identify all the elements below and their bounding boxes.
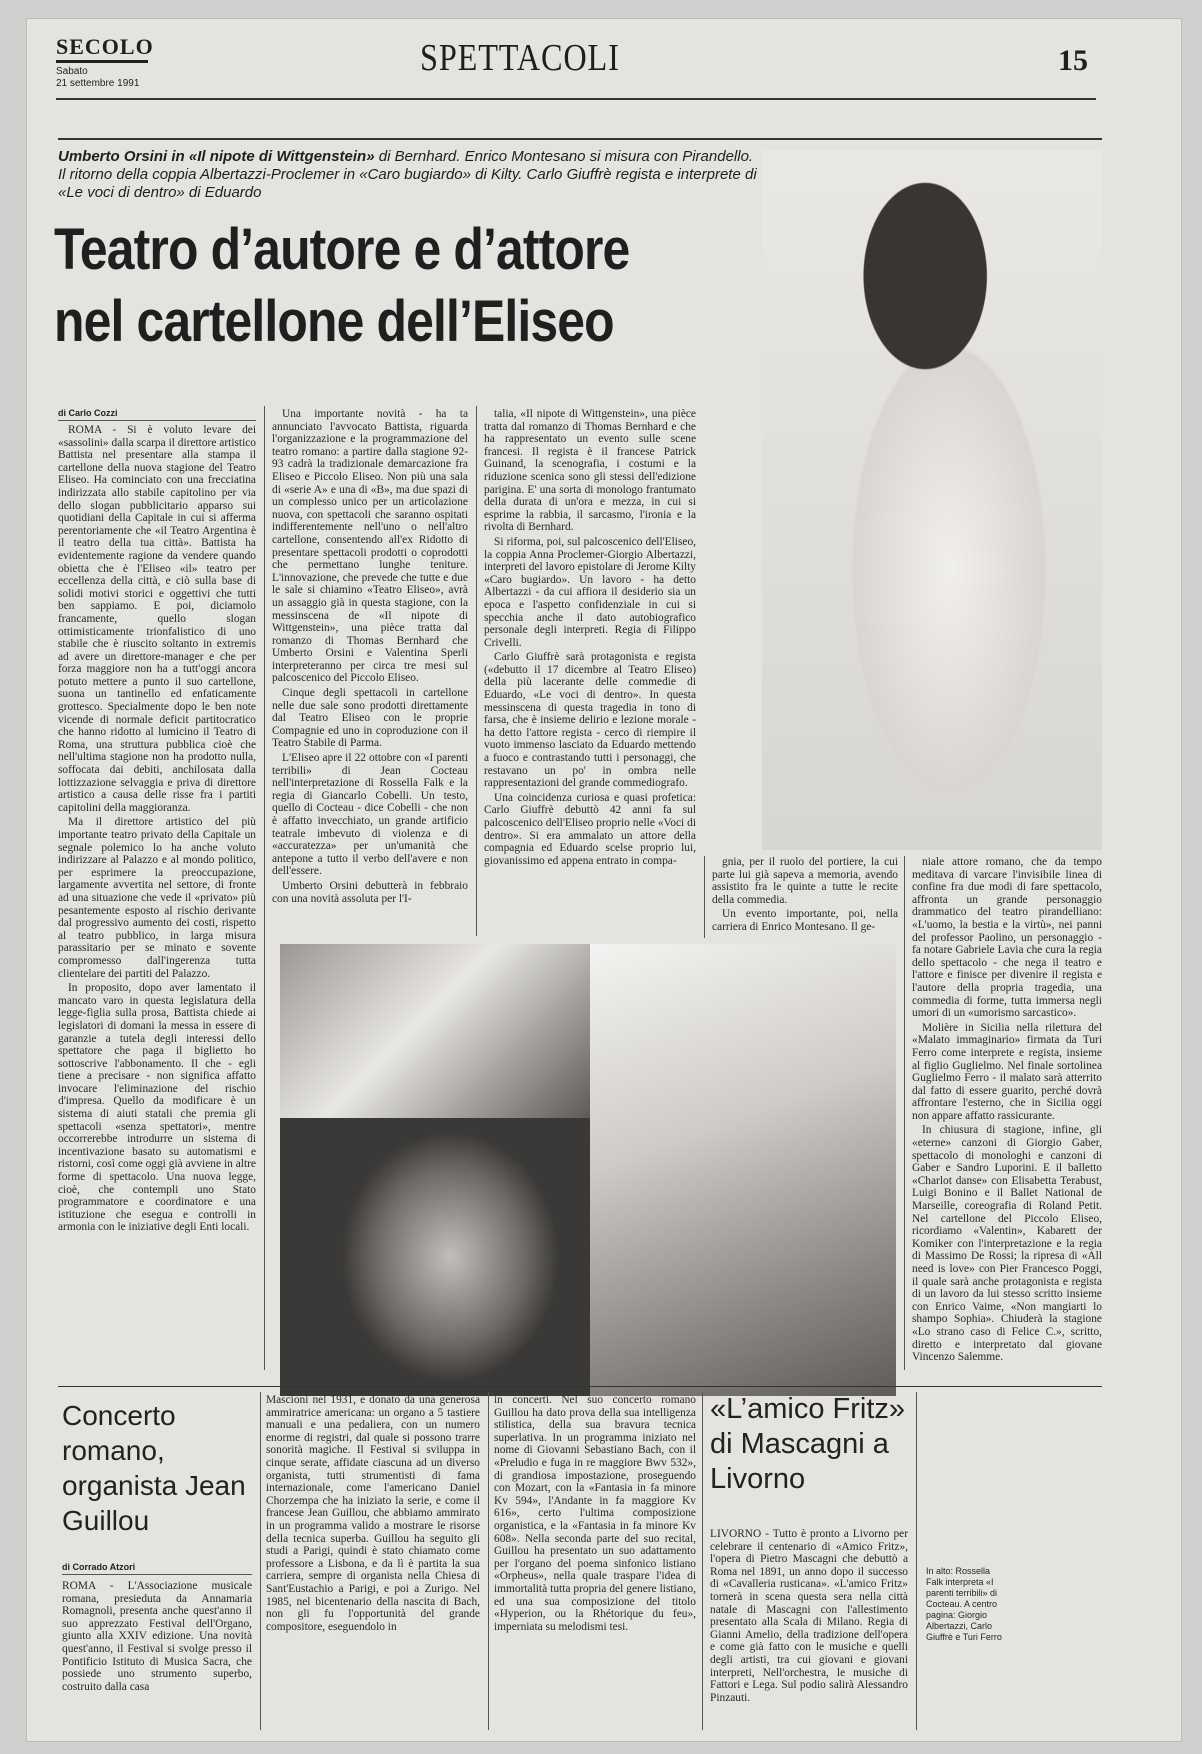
byline-rule (62, 1574, 252, 1575)
article-column-5 (912, 856, 1102, 1370)
paragraph: Ma il direttore artistico del più importante teatro privato della Capitale un segnale polemico lo ha anche voluto indirizzare al Palazzo e al mondo politico, per esprimere la preoccupazione, largamente avvertita nel settore, di fronte ad una situazione che vede il «privato» più pesantemente esposto al rischio derivante dal progressivo aumento dei costi, rispetto al teatro pubblico, in larga misura parassitario per se minato e sovente compromesso dall'ingerenza tutta clientelare dei partiti del Palazzo. (58, 816, 256, 980)
issue-day: Sabato (56, 66, 88, 77)
paragraph: Si riforma, poi, sul palcoscenico dell'Eliseo, la coppia Anna Proclemer-Giorgio Albertazzi, interpreti del lavoro epistolare di Jerome Kilty «Caro bugiardo». Un lavoro - ha detto Albertazzi - da cui affiora il desiderio sia un epoca e l'aspetto confidenziale in cui si specchia anche il dato autobiografico personale degli interpreti. Regia di Filippo Crivelli. (484, 535, 696, 649)
logo-rule (56, 60, 148, 63)
kicker-text: di Bernhard. Enrico Montesano si misura con Pirandello. Il ritorno della coppia Albertazzi-Proclemer in «Caro bugiardo» di Kilty. Carlo Giuffrè regista e interprete di «Le voci di dentro» di Eduardo (58, 148, 757, 201)
fritz-headline: «L’amico Fritz» di Mascagni a Livorno (710, 1393, 906, 1495)
headline-line-1: Teatro d’autore e d’attore (54, 217, 630, 282)
fritz-column: LIVORNO - Tutto è pronto a Livorno per celebrare il centenario di «Amico Fritz», l'opera di Pietro Mascagni che debuttò a Roma nel 1891, un anno dopo il successo di «Cavalleria rusticana». «L'amico Fritz» tornerà in scena questa sera nella città natale di Mascagni con l'allestimento presentato alla Scala di Milano. Regia di Gianni Amelio, della tradizione dell'opera e come già fatto con le musiche e quelli degli artisti, tra cui giovani e giovani interpreti, Nell'orchestra, le musiche di Fattori e Lega. Sul podio salirà Alessandro Pinzauti. (710, 1528, 908, 1704)
paragraph: Una coincidenza curiosa e quasi profetica: Carlo Giuffrè debuttò 42 anni fa sul palcoscenico dell'Eliseo proprio nelle «Voci di dentro». Si era ammalato un attore della compagnia ed Eduardo scelse proprio lui, giovanissimo ed appena entrato in compa- (484, 791, 696, 867)
photo-turi-ferro (590, 944, 896, 1396)
concert-column-3: in concerti. Nel suo concerto romano Guillou ha dato prova della sua intelligenza stilistica, della sua bravura tecnica superlativa. In un programma iniziato nel nome di Giovanni Sebastiano Bach, con il «Preludio e fuga in re maggiore Bwv 532», di grandiosa impostazione, proseguendo con Mozart, con la «Fantasia in fa minore Kv 594», l'Andante in fa maggiore Kv 616», certo l'ultima composizione organistica, e la «Fantasia in fa minore Kv 608». Nella seconda parte del suo recital, Guillou ha presentato un suo adattamento per l'organo del poema sinfonico listiano «Orpheus», nella quale traspare l'idea di immortalità tutta propria del genere listiano, ed una sua composizione del titolo «Hyperion, ou la Rhétorique du feu», imperniata su melodismi tesi. (494, 1394, 696, 1633)
column-rule (488, 1392, 489, 1730)
paragraph: Una importante novità - ha ta annunciato l'avvocato Battista, riguarda l'organizzazione e la programmazione del teatro romano: a partire dalla stagione 92-93 cadrà la tradizionale demarcazione fra Eliseo e Piccolo Eliseo. Non più una sala di «serie A» e una di «B», ma due spazi di un complesso unico per un articolazione nuova, con spettacoli che saranno ospitati indifferentemente nell'uno o nell'altro cartellone, consentendo all'ex Ridotto di presentare spettacoli prodotti o coprodotti che permettano lunghe teniture. L'innovazione, che prevede che tutte e due le sale si chiamino «Teatro Eliseo», avrà un assaggio già in questa stagione, con la messinscena de «Il nipote di Wittgenstein», una pièce tratta dal romanzo di Thomas Bernhard che Umberto Orsini e Valentina Sperli interpreteranno per circa tre mesi sul palcoscenico del Piccolo Eliseo. (272, 408, 468, 685)
paragraph: ROMA - Si è voluto levare dei «sassolini» dalla scarpa il direttore artistico Battista nel presentare alla stampa il cartellone della nuova stagione del Teatro Eliseo. Ha cominciato con una frecciatina indirizzata allo stabile capitolino per via dello slogan pubblicitario apparso sui quotidiani della Capitale in cui si afferma perentoriamente che «il Teatro Argentina è il teatro della tua città». Battista ha evidentemente ragione da vendere quando obietta che è l'Eliseo «il» teatro per eccellenza della città, e ciò sulla base di solidi motivi storici e oggettivi che tutti ben sappiamo. E poi, diciamolo francamente, quello slogan ottimisticamente trionfalistico di uno stabile che è riuscito soltanto in extremis ad avere un direttore-manager e che per forza maggiore non ha a tutt'oggi ancora potuto mettere a punto il suo cartellone, suona un tantinello ed enfaticamente grottesco. Specialmente dopo le ben note vicende di normale deficit partitocratico che hanno ridotto al lumicino il Teatro di Roma, una struttura pubblica cioè che nell'ultima stagione non ha prodotto nulla, soffocata dai debiti, anchilosata dalla lottizzazione selvaggia e priva di direttore artistico a causa delle risse fra i partiti capitolini della maggioranza. (58, 424, 256, 814)
byline-rule (58, 420, 256, 421)
section-divider (58, 1386, 1102, 1387)
photo-caption: In alto: Rossella Falk interpreta «I parenti terribili» di Cocteau. A centro pagina: Giorgio Albertazzi, Carlo Giuffrè e Turi Ferro (926, 1566, 1002, 1642)
column-rule (260, 1392, 261, 1730)
paragraph: In proposito, dopo aver lamentato il mancato varo in questa legislatura della legge-figlia sulla prosa, Battista chiede ai legislatori di domani la messa in essere di garanzie a tutela degli interessi dello spettatore che paga il biglietto ho sottoscrive l'abbonamento. Il che - egli tiene a precisare - non significa affatto invocare l'eliminazione del rischio d'impresa. Quello da modificare è un sistema di aiuti statali che premia gli spettacoli «senza spettatori», mentre occorrerebbe introdurre un sistema di incentivazione basato su automatismi e ristorni, così come oggi già avviene in altre forme di spettacolo. Una nuova legge, cioè, che contempli uno Stato programmatore e coordinatore e una istituzione che esegua e controlli in armonia con le iniziative degli Enti locali. (58, 982, 256, 1234)
headline-line-2: nel cartellone dell’Eliseo (54, 289, 614, 354)
issue-full-date: 21 settembre 1991 (56, 78, 140, 89)
paragraph: talia, «Il nipote di Wittgenstein», una pièce tratta dal romanzo di Thomas Bernhard e che ha rappresentato un evento sulle scene francesi. Il regista è il francese Patrick Guinand, la scenografia, i costumi e la riduzione scenica sono gli stessi dell'edizione parigina. E' una sorta di monologo frantumato della durata di un'ora e mezza, in cui si esprime la rabbia, il sarcasmo, l'ironia e la rivolta di Bernhard. (484, 408, 696, 534)
paragraph: Cinque degli spettacoli in cartellone nelle due sale sono prodotti direttamente dal Teatro Eliseo con le proprie Compagnie ed uno in coproduzione con il Teatro Stabile di Parma. (272, 687, 468, 750)
column-rule (704, 856, 705, 938)
paragraph: niale attore romano, che da tempo meditava di varcare l'invisibile linea di confine fra due modi di fare spettacolo, affronta un grande personaggio drammatico del teatro pirandelliano: «L'uomo, la bestia e la virtù», nei panni del professor Paolino, un personaggio - fa notare Gabriele Lavia che cura la regia dello spettacolo - che nega il teatro e l'attore e finisce per divenire il regista e l'autore della propria tragedia, una commedia di forme, tutta immersa negli umori di un «umorismo sarcastico». (912, 856, 1102, 1020)
paragraph: L'Eliseo apre il 22 ottobre con «I parenti terribili» di Jean Cocteau nell'interpretazione di Rossella Falk e la regia di Giancarlo Cobelli. Un testo, quello di Cocteau - dice Cobelli - che non è affatto invecchiato, un grande artificio teatrale imbevuto di violenza e di «accuratezza» per un'umanità che antepone a tutto il verbo dell'avere e non dell'essere. (272, 752, 468, 878)
paragraph: gnia, per il ruolo del portiere, la cui parte lui già sapeva a memoria, avendo assistito fra le quinte a tutte le recite della commedia. (712, 856, 898, 906)
article-column-3 (484, 408, 696, 938)
paragraph: Molière in Sicilia nella rilettura del «Malato immaginario» firmata da Turi Ferro come interprete e regista, insieme al figlio Guglielmo. Nel finale sortolinea Guglielmo Ferro - il malato sarà atterrito dal fatto di essere guarito, perché dovrà affrontare l'esterno, che in Sicilia oggi non appare affatto rassicurante. (912, 1021, 1102, 1122)
column-rule (904, 856, 905, 1370)
concert-column-2: Mascioni nel 1931, e donato da una generosa ammiratrice americana: un organo a 5 tastiere manuali e una pedaliera, con un numero enorme di registri, dal quale si possono trarre sonorità magiche. Il Festival si sviluppa in cinque serate, affidate ciascuna ad un diverso organista, tutti strumentisti di fama internazionale, come l'americano Daniel Chorzempa che ha iniziato la serie, e come il francese Jean Guillou, che abbiamo ammirato in un programma valido a mostrare le risorse della tecnica superba. Guillou ha seguito gli studi a Parigi, quindi è stato chiamato come professore a Lisbona, e da lì è partita la sua carriera, sempre di organista nella Chiesa di Sant'Eustachio a Parigi, e poi a Zurigo. Nel 1985, nel bicentenario della nascita di Bach, non gli fu l'opportunità del grande compositore, eseguendolo in (266, 1394, 480, 1633)
article-column-1 (58, 424, 256, 1376)
column-rule (916, 1392, 917, 1730)
paragraph: Un evento importante, poi, nella carriera di Enrico Montesano. Il ge- (712, 908, 898, 933)
newspaper-logo: SECOLO (56, 34, 154, 59)
issue-date (56, 66, 139, 90)
section-title: SPETTACOLI (420, 37, 620, 79)
concert-column-1: ROMA - L'Associazione musicale romana, presieduta da Annamaria Romagnoli, presenta anche quest'anno il suo apprezzato Festival dell'Organo, giunto alla XXIV edizione. Una novità quest'anno, il Festival si svolge presso il Pontificio Istituto di Musica Sacra, che possiede uno strumento superbo, costruito dalla casa (62, 1580, 252, 1693)
article-headline (54, 214, 629, 358)
article-column-4 (712, 856, 898, 938)
column-rule (476, 406, 477, 936)
kicker-lead: Umberto Orsini in «Il nipote di Wittgenstein» (58, 148, 375, 165)
article-byline: di Carlo Cozzi (58, 408, 118, 418)
column-rule (264, 406, 265, 1370)
paragraph: Umberto Orsini debutterà in febbraio con una novità assoluta per l'I- (272, 879, 468, 905)
paragraph: Carlo Giuffrè sarà protagonista e regista («debutto il 17 dicembre al Teatro Eliseo) della più lacerante delle commedie di Eduardo, «Le voci di dentro». In questa messinscena di questa tragedia in tono di farsa, che è insieme delirio e lezione morale - ha detto l'attore regista - cerco di riempire il vuoto immenso lasciato da Eduardo mettendo a fuoco e contrastando tutti i personaggi, che restavano un po' in ombra nelle rappresentazioni del grande commediografo. (484, 651, 696, 790)
concert-byline: di Corrado Atzori (62, 1562, 136, 1572)
masthead-divider (56, 98, 1096, 100)
article-kicker (58, 148, 758, 202)
photo-rossella-falk (762, 150, 1102, 850)
paragraph: In chiusura di stagione, infine, gli «eterne» canzoni di Giorgio Gaber, spettacolo di monologhi e canzoni di Gaber e Sandro Luporini. E il balletto «Charlot danse» con Elisabetta Terabust, Luigi Bonino e il Ballet National de Marseille, coreografia di Roland Petit. Nel cartellone del Piccolo Eliseo, ricordiamo «Valentin», Kabarett der Komiker con l'interpretazione e la regia di Massimo De Rossi; la ripresa di «All need is love» con Pier Francesco Poggi, il quale sarà anche protagonista e regista di un lavoro da lui stesso scritto insieme con Enrico Vaime, «Non mangiarti lo shampo Sophia». Chiuderà la stagione «Lo strano caso di Felice C.», scritto, diretto e interpretato dal giovane Vincenzo Salemme. (912, 1124, 1102, 1364)
photo-giorgio-albertazzi (280, 944, 590, 1118)
column-rule (702, 1392, 703, 1730)
page-number: 15 (1058, 44, 1088, 77)
article-column-2 (272, 408, 468, 938)
concert-headline: Concerto romano, organista Jean Guillou (62, 1400, 246, 1536)
photo-carlo-giuffre (280, 1118, 590, 1396)
